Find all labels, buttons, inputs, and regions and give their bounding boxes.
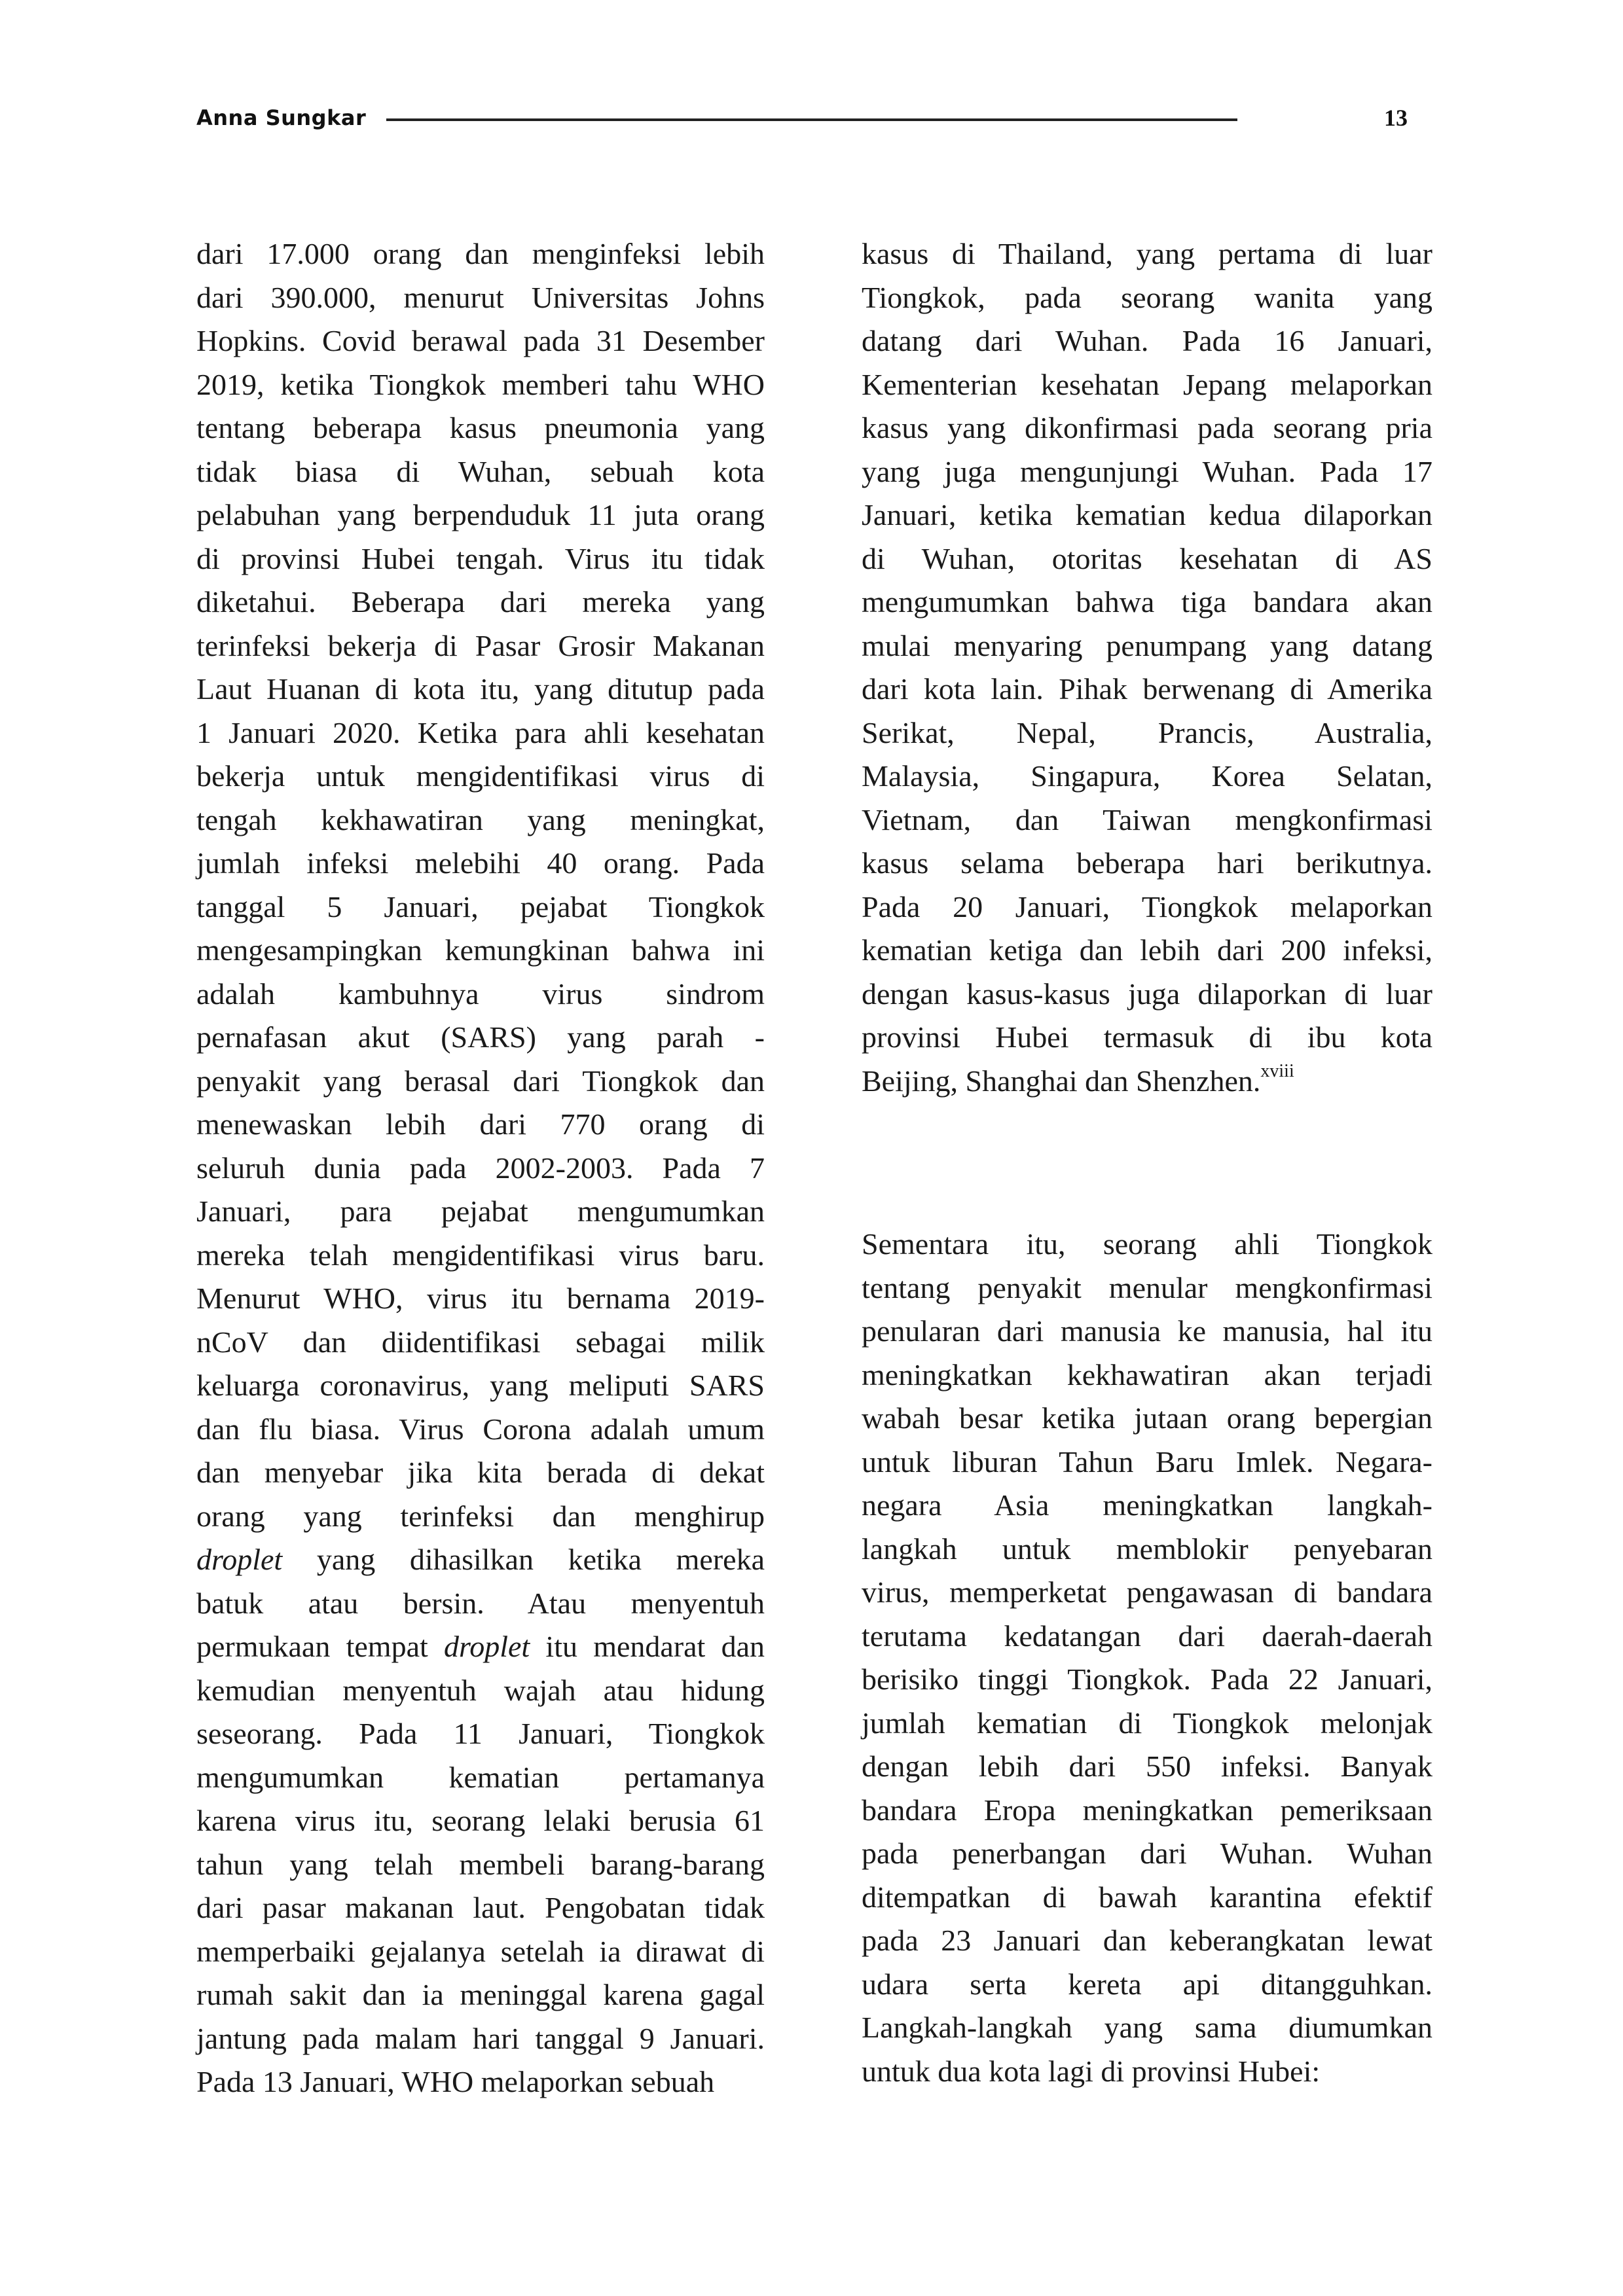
text-line: batuk atau bersin. Atau menyentuh (196, 1586, 765, 1620)
text-line: virus, memperketat pengawasan di bandara (862, 1575, 1432, 1609)
text-line: diketahui. Beberapa dari mereka yang (196, 585, 765, 619)
text-line: mereka telah mengidentifikasi virus baru. (196, 1238, 765, 1272)
text-line: meningkatkan kekhawatiran akan terjadi (862, 1357, 1432, 1391)
text-line: di Wuhan, otoritas kesehatan di AS (862, 541, 1432, 575)
author-name: Anna Sungkar (196, 105, 367, 130)
text-line: tengah kekhawatiran yang meningkat, (196, 802, 765, 836)
italic-term: droplet (444, 1630, 530, 1663)
text-line: orang yang terinfeksi dan menghirup (196, 1499, 765, 1533)
text-line: tentang beberapa kasus pneumonia yang (196, 411, 765, 444)
text-line: menewaskan lebih dari 770 orang di (196, 1107, 765, 1141)
text-line: dengan lebih dari 550 infeksi. Banyak (862, 1749, 1432, 1783)
text-line: udara serta kereta api ditangguhkan. (862, 1967, 1432, 2001)
text-line: dari kota lain. Pihak berwenang di Amerika (862, 672, 1432, 706)
text-line: dan flu biasa. Virus Corona adalah umum (196, 1412, 765, 1446)
text-line: tahun yang telah membeli barang-barang (196, 1847, 765, 1881)
text-line: Sementara itu, seorang ahli Tiongkok (862, 1227, 1432, 1261)
text-line: seluruh dunia pada 2002-2003. Pada 7 (196, 1151, 765, 1185)
text-line: langkah untuk memblokir penyebaran (862, 1532, 1432, 1566)
text-line: pelabuhan yang berpenduduk 11 juta orang (196, 498, 765, 531)
text-line: tidak biasa di Wuhan, sebuah kota (196, 454, 765, 488)
left-column-text (196, 232, 765, 2104)
text-line: terutama kedatangan dari daerah-daerah (862, 1619, 1432, 1653)
text-line: untuk liburan Tahun Baru Imlek. Negara- (862, 1444, 1432, 1479)
text-line: Kementerian kesehatan Jepang melaporkan (862, 367, 1432, 401)
text-line: terinfeksi bekerja di Pasar Grosir Makanan (196, 628, 765, 662)
text-line: dengan kasus-kasus juga dilaporkan di luar (862, 977, 1432, 1011)
text-line: tentang penyakit menular mengkonfirmasi (862, 1270, 1432, 1304)
text-line: dari 17.000 orang dan menginfeksi lebih (196, 237, 765, 270)
text-line: penyakit yang berasal dari Tiongkok dan (196, 1064, 765, 1098)
text-fragment: Beijing, Shanghai dan Shenzhen. (862, 1064, 1261, 1098)
text-line: untuk dua kota lagi di provinsi Hubei: (862, 2054, 1321, 2088)
text-line: 1 Januari 2020. Ketika para ahli kesehatan (196, 715, 765, 749)
text-line: ditempatkan di bawah karantina efektif (862, 1880, 1432, 1914)
text-line (196, 1538, 765, 1582)
text-line: Pada 20 Januari, Tiongkok melaporkan (862, 889, 1432, 924)
text-line: mengumumkan kematian pertamanya (196, 1760, 765, 1794)
text-line: dari pasar makanan laut. Pengobatan tidak (196, 1891, 765, 1924)
text-line: wabah besar ketika jutaan orang bepergian (862, 1401, 1432, 1435)
text-line: provinsi Hubei termasuk di ibu kota (862, 1020, 1432, 1054)
header-rule (386, 118, 1237, 121)
right-column-paragraph-2 (862, 1223, 1432, 2093)
text-line: keluarga coronavirus, yang meliputi SARS (196, 1369, 765, 1402)
text-line: Pada 13 Januari, WHO melaporkan sebuah (196, 2065, 715, 2098)
text-line: yang juga mengunjungi Wuhan. Pada 17 (862, 454, 1432, 488)
text-line: kasus di Thailand, yang pertama di luar (862, 237, 1432, 270)
text-line: Serikat, Nepal, Prancis, Australia, (862, 715, 1432, 749)
text-fragment: itu mendarat dan (530, 1630, 765, 1663)
text-line: Menurut WHO, virus itu bernama 2019- (196, 1282, 765, 1315)
text-line: di provinsi Hubei tengah. Virus itu tidak (196, 541, 765, 575)
text-line: penularan dari manusia ke manusia, hal itu (862, 1314, 1432, 1348)
text-line: karena virus itu, seorang lelaki berusia 61 (196, 1804, 765, 1837)
text-line: Langkah-langkah yang sama diumumkan (862, 2011, 1432, 2044)
text-line: rumah sakit dan ia meninggal karena gagal (196, 1978, 765, 2011)
text-line: Hopkins. Covid berawal pada 31 Desember (196, 324, 765, 357)
text-line: Januari, ketika kematian kedua dilaporkan (862, 498, 1432, 531)
text-line: mulai menyaring penumpang yang datang (862, 628, 1432, 662)
text-fragment: permukaan tempat (196, 1630, 444, 1663)
page-number: 13 (1384, 105, 1408, 131)
text-line: memperbaiki gejalanya setelah ia dirawat di (196, 1934, 765, 1968)
text-line: jantung pada malam hari tanggal 9 Januari. (196, 2021, 765, 2055)
text-line: pernafasan akut (SARS) yang parah - (196, 1020, 765, 1054)
text-line: jumlah kematian di Tiongkok melonjak (862, 1706, 1432, 1740)
page-header (196, 98, 1427, 137)
text-line: seseorang. Pada 11 Januari, Tiongkok (196, 1717, 765, 1750)
text-line: mengesampingkan kemungkinan bahwa ini (196, 933, 765, 967)
text-line: Tiongkok, pada seorang wanita yang (862, 280, 1432, 314)
text-line: adalah kambuhnya virus sindrom (196, 977, 765, 1011)
text-line: datang dari Wuhan. Pada 16 Januari, (862, 324, 1432, 357)
text-line: mengumumkan bahwa tiga bandara akan (862, 585, 1432, 619)
text-line: dari 390.000, menurut Universitas Johns (196, 280, 765, 314)
text-line: bekerja untuk mengidentifikasi virus di (196, 759, 765, 793)
text-line (862, 1060, 1432, 1103)
text-line: tanggal 5 Januari, pejabat Tiongkok (196, 889, 765, 924)
text-fragment: yang dihasilkan ketika mereka (282, 1543, 765, 1576)
text-line: jumlah infeksi melebihi 40 orang. Pada (196, 846, 765, 880)
text-line: 2019, ketika Tiongkok memberi tahu WHO (196, 367, 765, 401)
text-line: bandara Eropa meningkatkan pemeriksaan (862, 1793, 1432, 1827)
italic-term: droplet (196, 1543, 283, 1576)
right-column-paragraph-1 (862, 232, 1432, 1103)
text-line: nCoV dan diidentifikasi sebagai milik (196, 1325, 765, 1359)
text-line: pada penerbangan dari Wuhan. Wuhan (862, 1837, 1432, 1870)
text-line: Vietnam, dan Taiwan mengkonfirmasi (862, 802, 1432, 836)
text-line: dan menyebar jika kita berada di dekat (196, 1456, 765, 1489)
text-line: kasus yang dikonfirmasi pada seorang pria (862, 411, 1432, 444)
endnote-marker: xviii (1260, 1060, 1294, 1081)
text-line: pada 23 Januari dan keberangkatan lewat (862, 1924, 1432, 1957)
text-line (196, 1625, 765, 1669)
text-line: Januari, para pejabat mengumumkan (196, 1194, 765, 1228)
text-line: berisiko tinggi Tiongkok. Pada 22 Januari, (862, 1662, 1432, 1696)
text-line: negara Asia meningkatkan langkah- (862, 1488, 1432, 1522)
text-line: Laut Huanan di kota itu, yang ditutup pada (196, 672, 765, 706)
text-line: kasus selama beberapa hari berikutnya. (862, 846, 1432, 880)
text-line: kemudian menyentuh wajah atau hidung (196, 1673, 765, 1707)
text-line: kematian ketiga dan lebih dari 200 infeksi, (862, 933, 1432, 967)
text-line: Malaysia, Singapura, Korea Selatan, (862, 759, 1432, 793)
